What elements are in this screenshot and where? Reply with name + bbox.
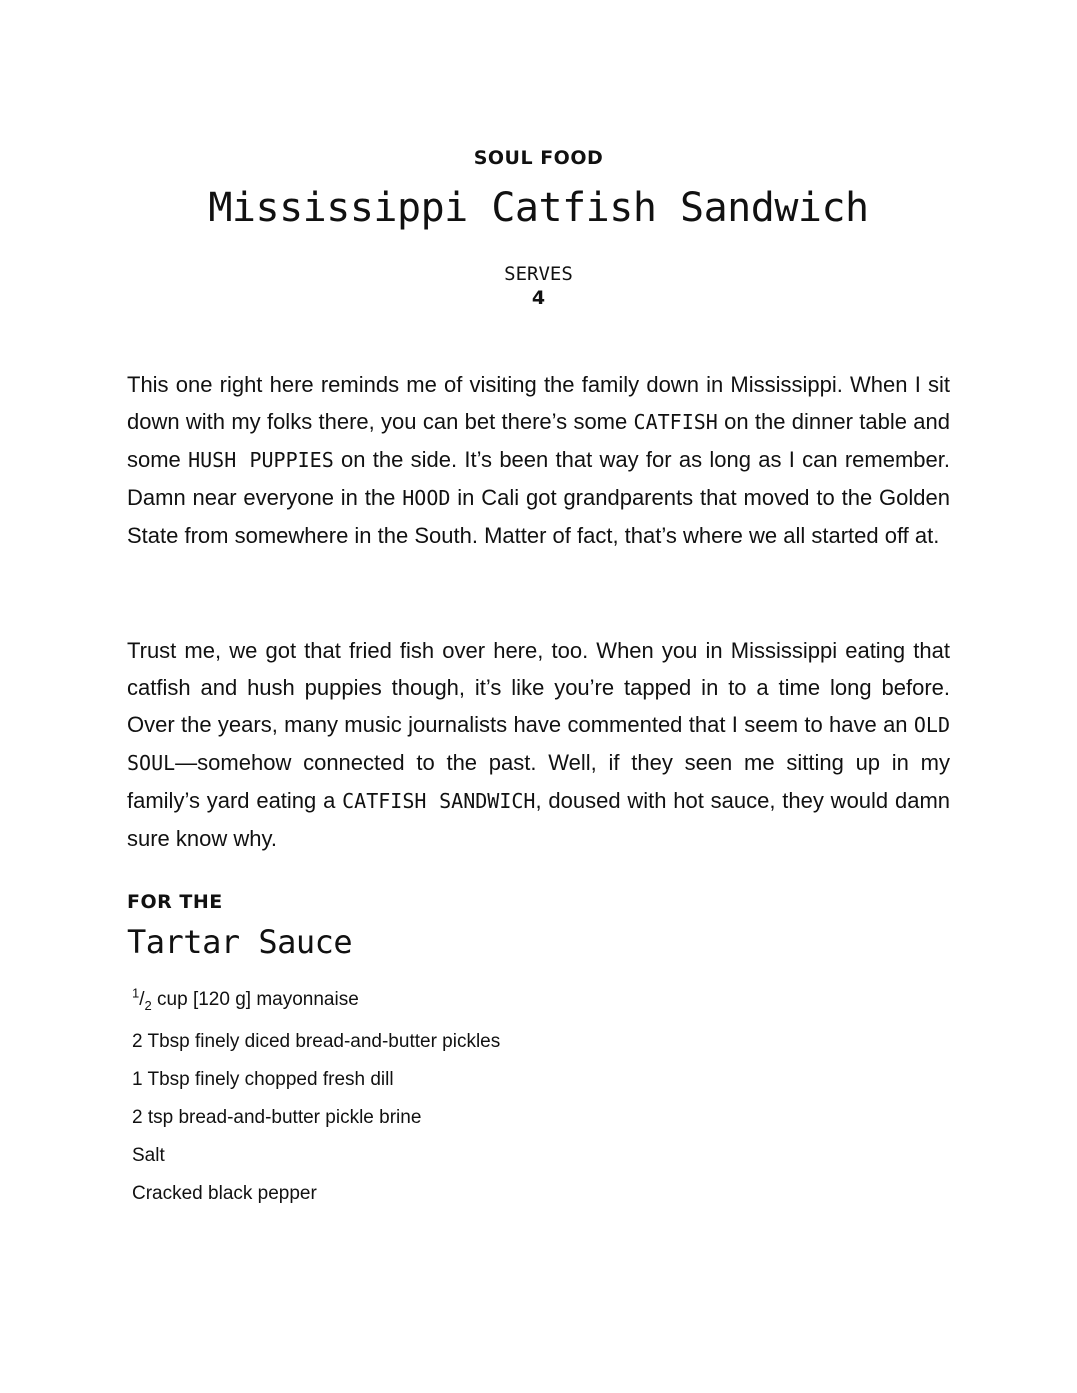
intro-text: on the side. It’s been that way for as long as I can remember. Damn near everyone in the [127, 447, 950, 510]
highlight-term: OLD SOUL [127, 713, 950, 775]
highlight-term: HOOD [402, 486, 451, 510]
ingredient-item: 2 Tbsp finely diced bread-and-butter pickles [132, 1031, 501, 1052]
ingredient-item: 1 Tbsp finely chopped fresh dill [132, 1069, 394, 1090]
fraction-slash: / [139, 989, 145, 1010]
ingredient-item [132, 985, 500, 1027]
highlight-term: HUSH PUPPIES [188, 448, 334, 472]
recipe-category: SOUL FOOD [473, 147, 604, 169]
recipe-title: Mississippi Catfish Sandwich [208, 185, 869, 231]
intro-text: on the dinner table and some [127, 409, 950, 472]
intro-text: —somehow connected to the past. Well, if they seen me sitting up in my family’s yard eating a [127, 750, 950, 813]
intro-text: , doused with hot sauce, they would damn sure know why. [127, 788, 951, 851]
ingredient-item: 2 tsp bread-and-butter pickle brine [132, 1107, 422, 1128]
fraction-denominator: 2 [144, 997, 152, 1013]
intro-text: in Cali got grandparents that moved to the Golden State from somewhere in the South. Matter of fact, that’s where we all started off at. [127, 485, 950, 548]
fraction-numerator: 1 [132, 985, 140, 1001]
intro-text: This one right here reminds me of visiting the family down in Mississippi. When I sit down with my folks there, you can bet there’s some [127, 372, 950, 434]
highlight-term: CATFISH [633, 410, 718, 434]
intro-paragraph-1 [127, 366, 950, 554]
serves-label: SERVES [504, 263, 573, 285]
section-kicker: FOR THE [127, 891, 223, 913]
ingredient-text: cup [120 g] mayonnaise [151, 989, 359, 1010]
serves-value: 4 [531, 287, 546, 309]
section-title: Tartar Sauce [127, 923, 353, 961]
intro-text: Trust me, we got that fried fish over here, too. When you in Mississippi eating that catfish and hush puppies though, it’s like you’re tapped in to a time long before. Over the years, many music journalists have commented that I seem to have an [127, 638, 950, 737]
intro-paragraph-2 [127, 632, 950, 857]
highlight-term: CATFISH SANDWICH [342, 789, 536, 813]
ingredient-item: Cracked black pepper [132, 1183, 317, 1204]
ingredient-list [132, 985, 500, 1217]
ingredient-item: Salt [132, 1145, 165, 1166]
